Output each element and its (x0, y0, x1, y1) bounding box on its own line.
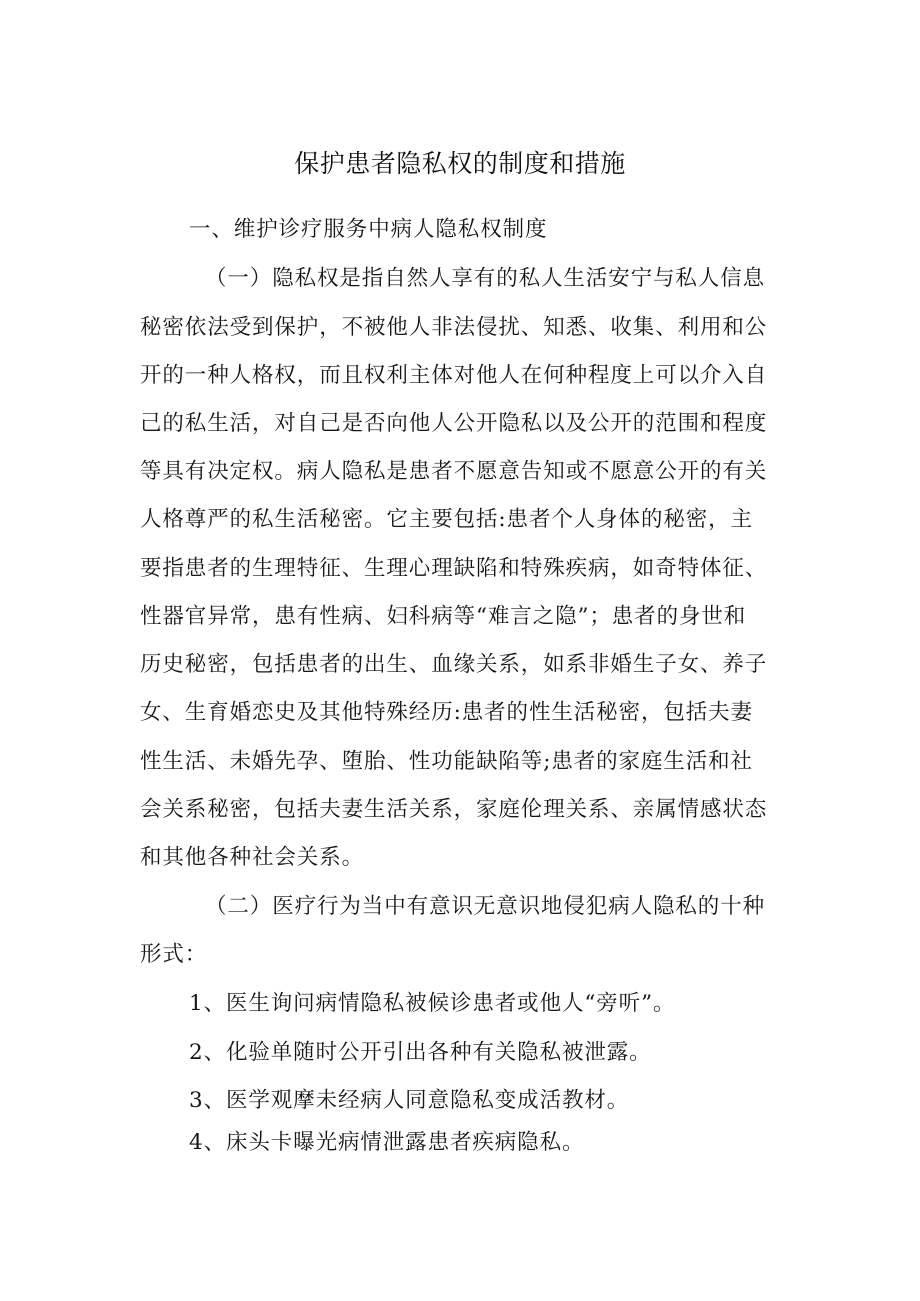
document-title: 保护患者隐私权的制度和措施 (294, 149, 626, 178)
section-heading: 一、维护诊疗服务中病人隐私权制度 (189, 217, 548, 242)
paragraph-line: 等具有决定权。病人隐私是患者不愿意告知或不愿意公开的有关 (140, 459, 768, 484)
list-item: 4、床头卡曝光病情泄露患者疾病隐私。 (189, 1130, 585, 1155)
paragraph-line: 开的一种人格权，而且权利主体对他人在何种程度上可以介入自 (140, 363, 768, 388)
paragraph-line: 性生活、未婚先孕、堕胎、性功能缺陷等;患者的家庭生活和社 (140, 749, 753, 774)
paragraph-line: （二）医疗行为当中有意识无意识地侵犯病人隐私的十种 (205, 894, 766, 919)
paragraph-line: 性器官异常，患有性病、妇科病等“难言之隐”；患者的身世和 (140, 604, 747, 629)
paragraph-line: 形式： (140, 942, 208, 967)
paragraph-line: 己的私生活，对自己是否向他人公开隐私以及公开的范围和程度 (140, 411, 768, 436)
paragraph-line: 会关系秘密，包括夫妻生活关系，家庭伦理关系、亲属情感状态 (140, 797, 768, 822)
paragraph-line: 历史秘密，包括患者的出生、血缘关系，如系非婚生子女、养子 (140, 652, 768, 677)
list-item: 1、医生询问病情隐私被候诊患者或他人“旁听”。 (189, 991, 676, 1016)
paragraph-line: （一）隐私权是指自然人享有的私人生活安宁与私人信息 (205, 266, 766, 291)
list-item: 2、化验单随时公开引出各种有关隐私被泄露。 (189, 1040, 652, 1065)
paragraph-line: 人格尊严的私生活秘密。它主要包括:患者个人身体的秘密，主 (140, 507, 753, 532)
paragraph-line: 要指患者的生理特征、生理心理缺陷和特殊疾病，如奇特体征、 (140, 556, 768, 581)
list-item: 3、医学观摩未经病人同意隐私变成活教材。 (189, 1088, 630, 1113)
paragraph-line: 和其他各种社会关系。 (140, 845, 365, 870)
paragraph-line: 秘密依法受到保护，不被他人非法侵扰、知悉、收集、利用和公 (140, 315, 768, 340)
paragraph-line: 女、生育婚恋史及其他特殊经历:患者的性生活秘密，包括夫妻 (140, 700, 753, 725)
